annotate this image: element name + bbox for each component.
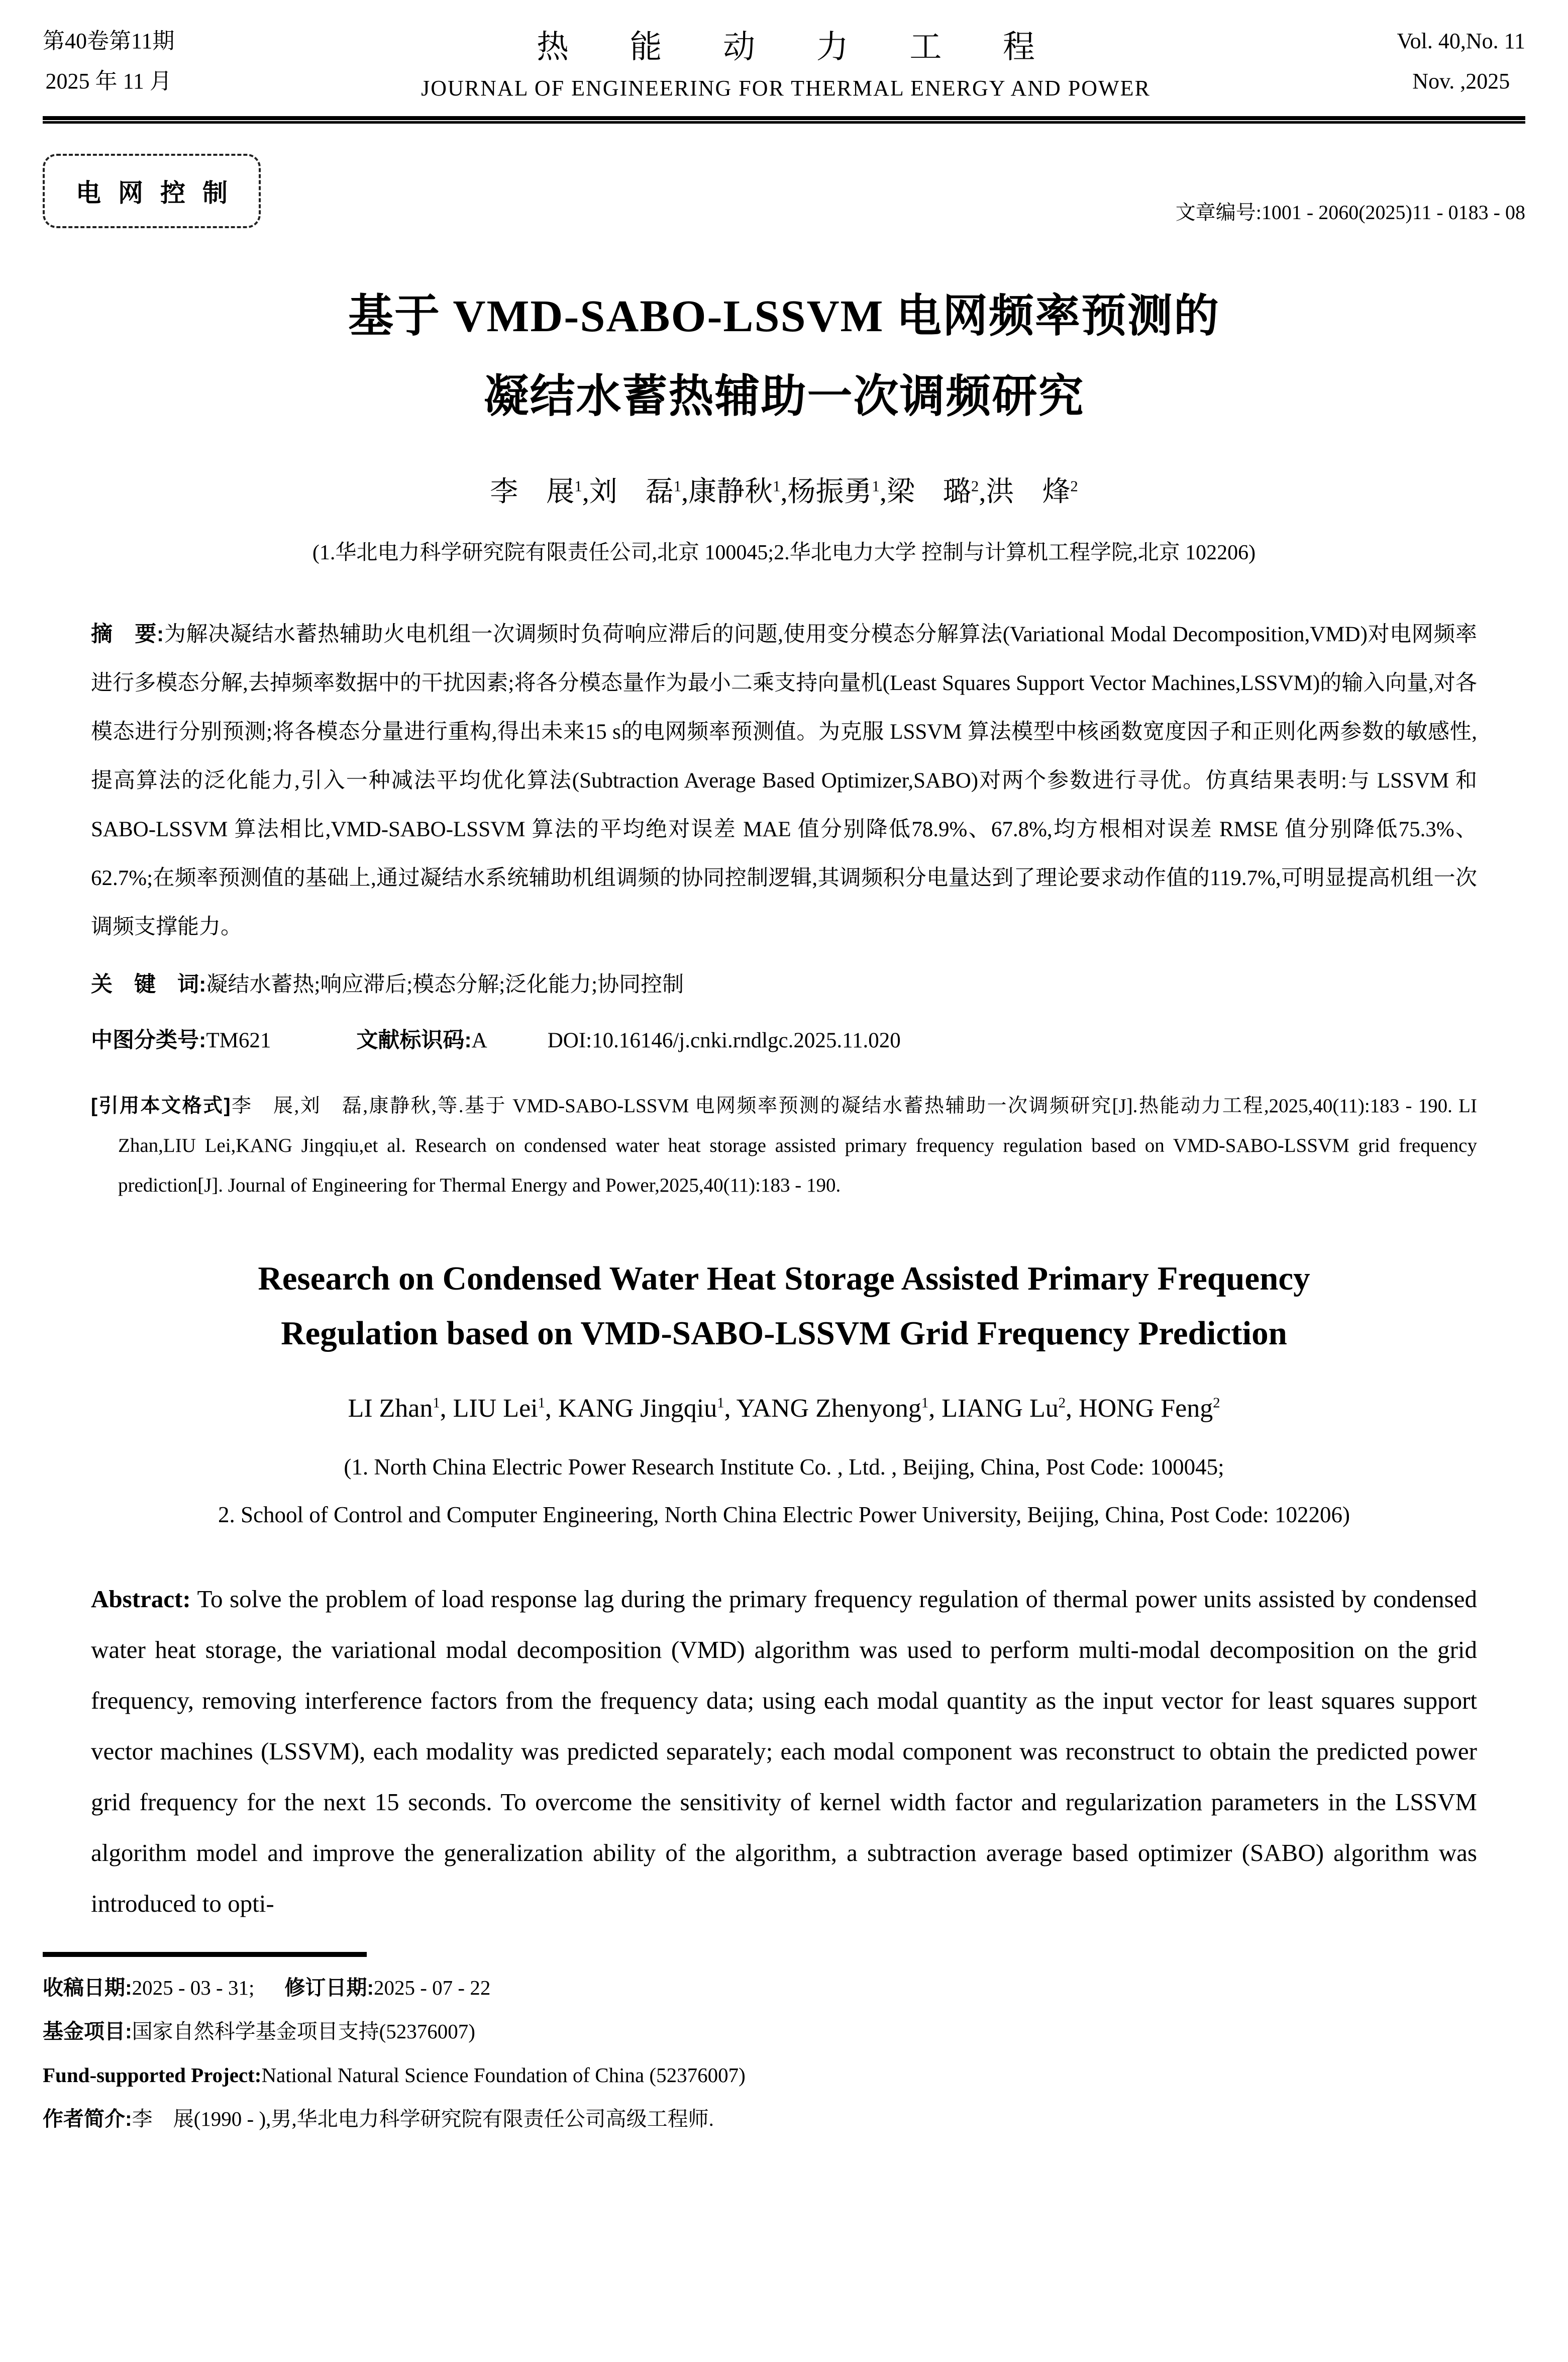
dates-line: 收稿日期:2025 - 03 - 31; 修订日期:2025 - 07 - 22 [43,1976,491,2000]
title-en-line1: Research on Condensed Water Heat Storage Assisted Primary Frequency [258,1260,1310,1298]
abstract-en-label: Abstract: [91,1585,191,1613]
author-bio-line: 作者简介:李 展(1990 - ),男,华北电力科学研究院有限责任公司高级工程师. [43,2107,714,2131]
masthead-left [43,21,174,101]
affiliation-en-line1: (1. North China Electric Power Research Institute Co. , Ltd. , Beijing, China, Post Code: 100045; [344,1454,1224,1480]
author-en: KANG Jingqiu$^1$, [558,1394,737,1423]
title-cn-line1: 基于 VMD-SABO-LSSVM 电网频率预测的 [348,291,1220,341]
masthead-divider [43,116,1525,124]
author-en: LIU Lei$^1$, [453,1394,558,1423]
keywords-label: 关 键 词: [91,972,206,997]
citation-text: 李 展,刘 磊,康静秋,等.基于 VMD-SABO-LSSVM 电网频率预测的凝结水蓄热辅助一次调频研究[J].热能动力工程,2025,40(11):183 - 190. LI Zhan,LIU Lei,KANG Jingqiu,et al. Research on condensed water heat storage assisted primary frequency regulation based on VMD-SABO-LSSVM grid frequency prediction[J]. Journal of Engineering for Thermal Energy and Power,2025,40(11):183 - 190. [118,1095,1477,1197]
category-badge: 电网控制 [43,154,261,228]
abstract-cn-text: 为解决凝结水蓄热辅助火电机组一次调频时负荷响应滞后的问题,使用变分模态分解算法(Variational Modal Decomposition,VMD)对电网频率进行多模态分解,去掉频率数据中的干扰因素;将各分模态量作为最小二乘支持向量机(Least Squares Support Vector Machines,LSSVM)的输入向量,对各模态进行分别预测;将各模态分量进行重构,得出未来15 s的电网频率预测值。为克服 LSSVM 算法模型中核函数宽度因子和正则化两参数的敏感性,提高算法的泛化能力,引入一种减法平均优化算法(Subtraction Average Based Optimizer,SABO)对两个参数进行寻优。仿真结果表明:与 LSSVM 和 SABO-LSSVM 算法相比,VMD-SABO-LSSVM 算法的平均绝对误差 MAE 值分别降低78.9%、67.8%,均方根相对误差 RMSE 值分别降低75.3%、62.7%;在频率预测值的基础上,通过凝结水系统辅助机组调频的协同控制逻辑,其调频积分电量达到了理论要求动作值的119.7%,可明显提高机组一次调频支撑能力。 [91,623,1477,939]
footnote-rule [43,1952,367,1957]
title-en [43,1251,1525,1360]
citation-block [91,1086,1477,1205]
classification-row [91,1016,1477,1065]
author-en: LI Zhan$^1$, [348,1394,453,1423]
masthead-center [174,21,1397,101]
doi: DOI:10.16146/j.cnki.rndlgc.2025.11.020 [547,1029,901,1053]
clc-item: 中图分类号:TM621 [91,1028,271,1053]
author-cn: 康静秋$^1$, [688,476,788,508]
author-en: HONG Feng$^2$ [1079,1394,1220,1423]
author-cn: 刘 磊$^1$, [589,476,689,508]
affiliation-cn: (1.华北电力科学研究院有限责任公司,北京 100045;2.华北电力大学 控制与计算机工程学院,北京 102206) [312,541,1256,565]
title-en-line2: Regulation based on VMD-SABO-LSSVM Grid Frequency Prediction [281,1314,1287,1352]
date-en: Nov. ,2025 [1412,68,1510,93]
date-cn: 2025 年 11 月 [45,68,172,93]
masthead [43,21,1525,124]
footnote-area [43,1952,1525,2141]
affiliation-en-line2: 2. School of Control and Computer Engineering, North China Electric Power University, Beijing, China, Post Code: 102206) [218,1502,1350,1527]
author-cn: 杨振勇$^1$, [787,476,887,508]
keywords-row [91,960,1477,1009]
author-cn: 李 展$^1$, [490,476,589,508]
journal-title-en: JOURNAL OF ENGINEERING FOR THERMAL ENERGY AND POWER [421,76,1151,101]
volume-issue-cn: 第40卷第11期 [43,29,175,54]
fund-cn-line: 基金项目:国家自然科学基金项目支持(52376007) [43,2020,475,2043]
abstract-cn [91,610,1477,951]
author-en: LIANG Lu$^2$, [942,1394,1079,1423]
author-cn: 梁 璐$^2$, [886,476,986,508]
keywords-text: 凝结水蓄热;响应滞后;模态分解;泛化能力;协同控制 [206,973,684,997]
article-number: 文章编号:1001 - 2060(2025)11 - 0183 - 08 [1175,201,1525,224]
abstract-cn-label: 摘 要: [91,622,164,647]
abstract-en-text: To solve the problem of load response lag during the primary frequency regulation of thermal power units assisted by condensed water heat storage, the variational modal decomposition (VMD) algorithm was used to perform multi-modal decomposition on the grid frequency, removing interference factors from the frequency data; using each modal quantity as the input vector for least squares support vector machines (LSSVM), each modality was predicted separately; each modal component was reconstruct to obtain the predicted power grid frequency for the next 15 seconds. To overcome the sensitivity of kernel width factor and regularization parameters in the LSSVM algorithm model and improve the generalization ability of the algorithm, a subtraction average based optimizer (SABO) algorithm was introduced to opti- [91,1585,1477,1918]
journal-title-cn: 热能动力工程 [536,29,1096,65]
authors-cn [43,469,1525,510]
masthead-right [1397,21,1525,101]
citation-label: [引用本文格式] [91,1095,231,1117]
meta-row [43,154,1525,228]
volume-issue-en: Vol. 40,No. 11 [1397,29,1525,54]
author-cn: 洪 烽$^2$ [986,476,1078,508]
title-cn [43,276,1525,437]
affiliation-en [43,1443,1525,1538]
authors-en [43,1394,1525,1423]
author-en: YANG Zhenyong$^1$, [736,1394,942,1423]
document-code-item: 文献标识码:A [356,1028,487,1053]
abstract-en [91,1573,1477,1929]
title-cn-line2: 凝结水蓄热辅助一次调频研究 [483,372,1085,422]
fund-en-line: Fund-supported Project:National Natural Science Foundation of China (52376007) [43,2063,746,2087]
